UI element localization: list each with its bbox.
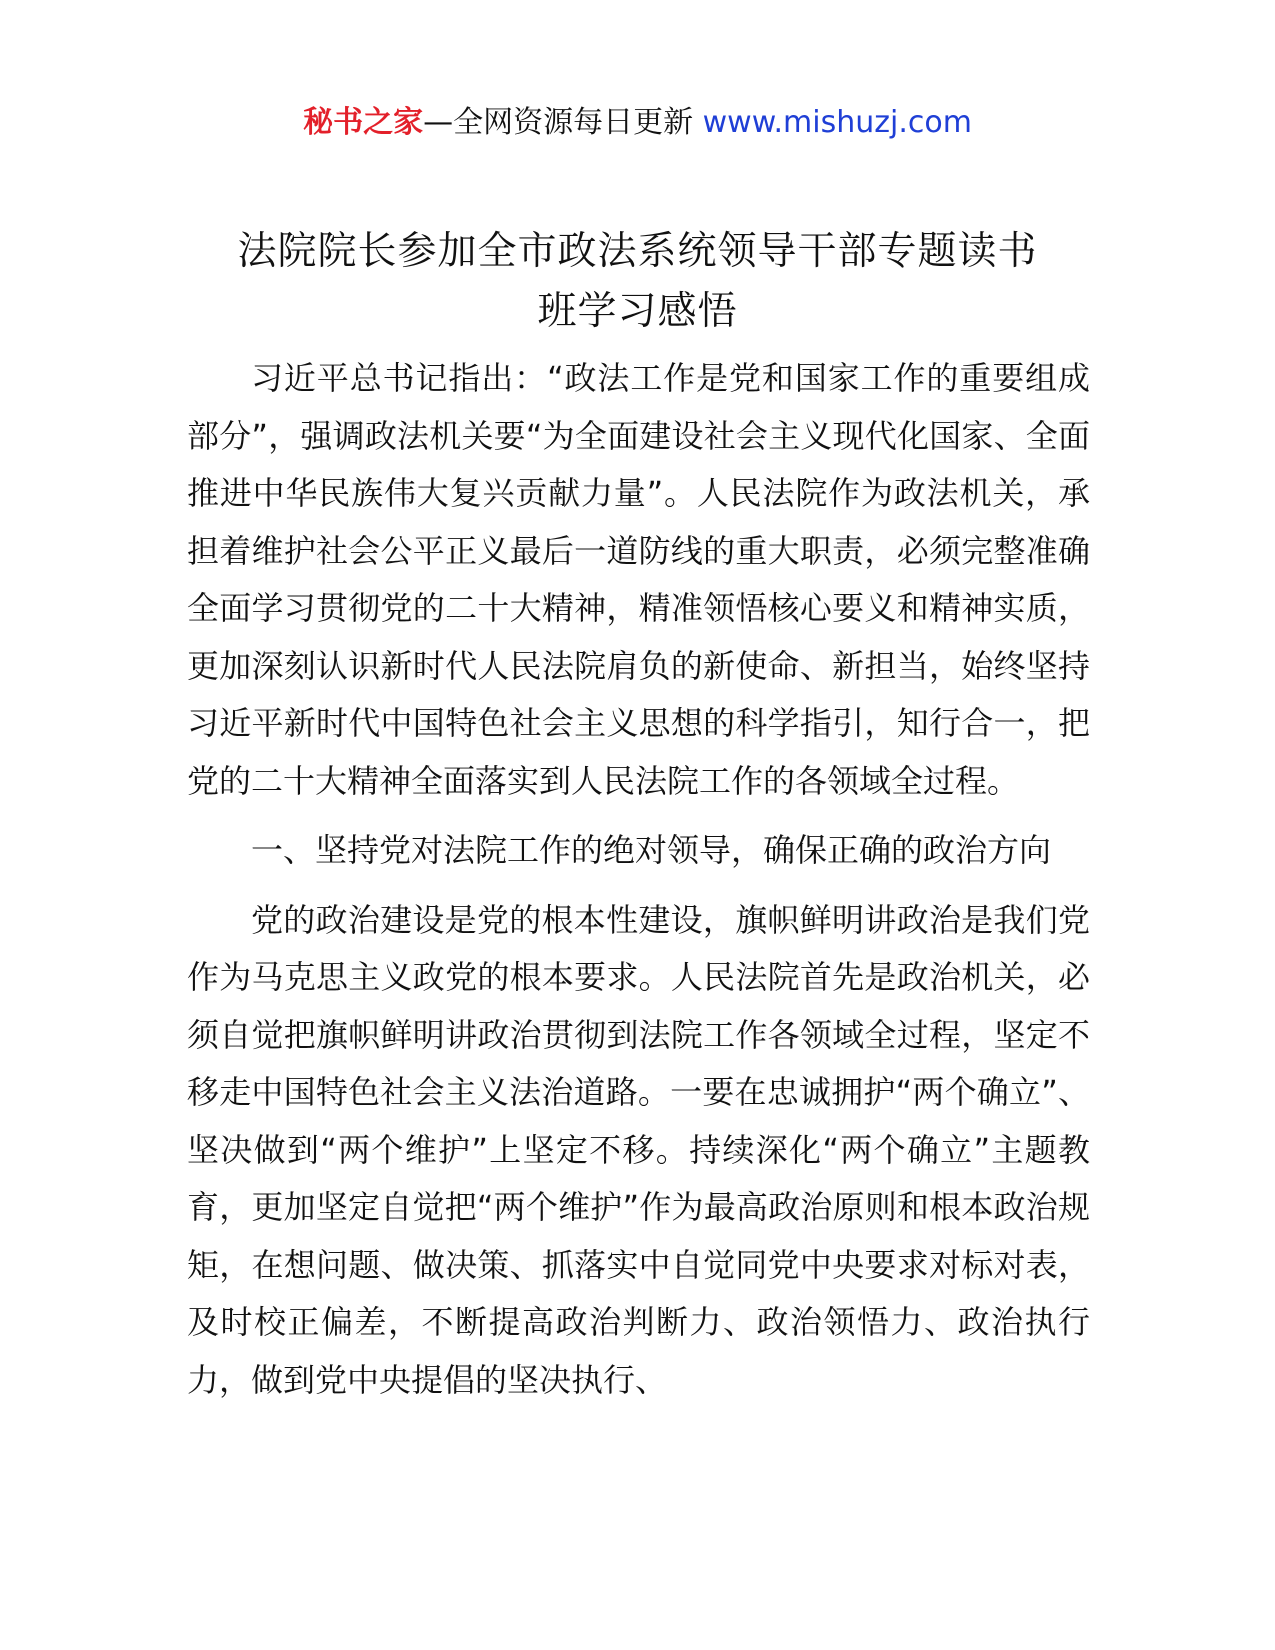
title-line-1: 法院院长参加全市政法系统领导干部专题读书 [237, 229, 1038, 274]
document-body [187, 350, 1090, 1409]
section-heading: 一、坚持党对法院工作的绝对领导，确保正确的政治方向 [251, 831, 1052, 869]
header-tagline: —全网资源每日更新 [423, 105, 694, 140]
paragraph-section-1: 党的政治建设是党的根本性建设，旗帜鲜明讲政治是我们党作为马克思主义政党的根本要求。人民法院首先是政治机关，必须自觉把旗帜鲜明讲政治贯彻到法院工作各领域全过程，坚定不移走中国特色社会主义法治道路。一要在忠诚拥护“两个确立”、坚决做到“两个维护”上坚定不移。持续深化“两个确立”主题教育，更加坚定自觉把“两个维护”作为最高政治原则和根本政治规矩，在想问题、做决策、抓落实中自觉同党中央要求对标对表，及时校正偏差，不断提高政治判断力、政治领悟力、政治执行力，做到党中央提倡的坚决执行、 [187, 900, 1090, 1399]
brand-name: 秘书之家 [303, 105, 424, 140]
site-url-link[interactable]: www.mishuzj.com [702, 105, 972, 140]
title-line-2: 班学习感悟 [537, 289, 738, 334]
paragraph-intro: 习近平总书记指出：“政法工作是党和国家工作的重要组成部分”，强调政法机关要“为全面建设社会主义现代化国家、全面推进中华民族伟大复兴贡献力量”。人民法院作为政法机关，承担着维护社会公平正义最后一道防线的重大职责，必须完整准确全面学习贯彻党的二十大精神，精准领悟核心要义和精神实质，更加深刻认识新时代人民法院肩负的新使命、新担当，始终坚持习近平新时代中国特色社会主义思想的科学指引，知行合一，把党的二十大精神全面落实到人民法院工作的各领域全过程。 [187, 359, 1090, 800]
site-header [0, 103, 1275, 143]
document-title [150, 222, 1125, 342]
